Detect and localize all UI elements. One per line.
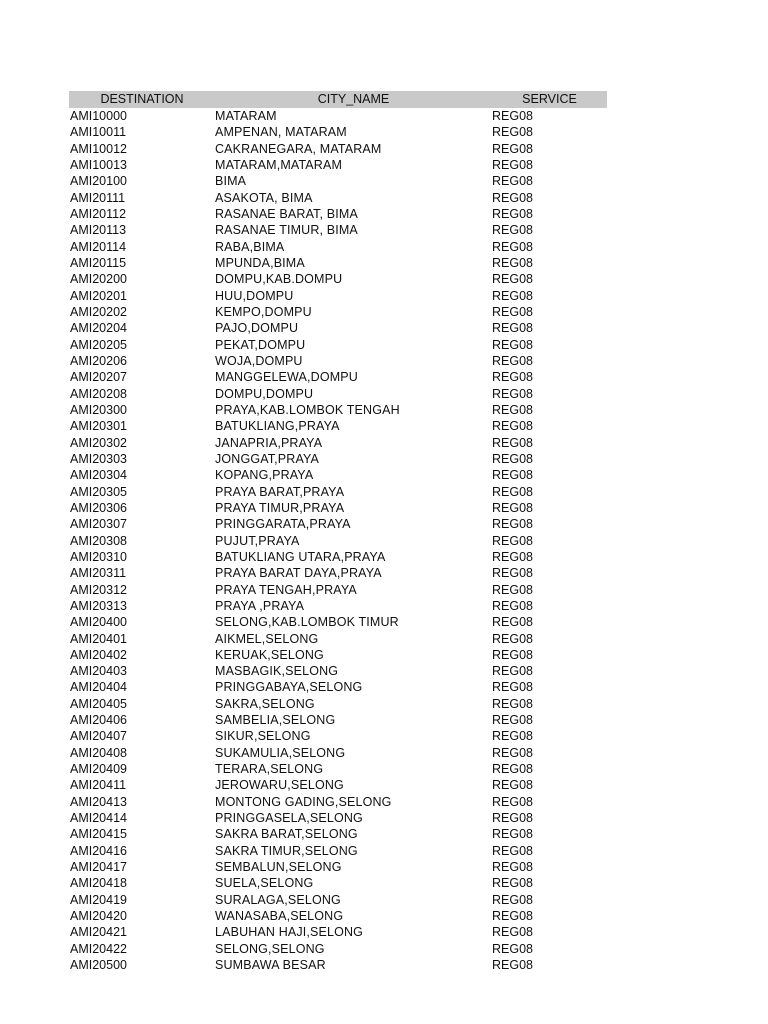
cell-service: REG08 <box>492 843 533 858</box>
header-city-name: CITY_NAME <box>317 92 390 106</box>
cell-destination: AMI20417 <box>70 860 127 875</box>
cell-service: REG08 <box>492 860 533 875</box>
cell-city-name: ASAKOTA, BIMA <box>215 190 313 205</box>
cell-service: REG08 <box>492 549 533 564</box>
cell-city-name: SIKUR,SELONG <box>215 729 311 744</box>
cell-city-name: JANAPRIA,PRAYA <box>215 435 323 450</box>
table-row <box>69 190 607 206</box>
cell-destination: AMI20409 <box>70 762 127 777</box>
cell-city-name: PAJO,DOMPU <box>215 321 299 336</box>
table-row <box>69 696 607 712</box>
cell-city-name: KOPANG,PRAYA <box>215 468 314 483</box>
cell-city-name: BATUKLIANG,PRAYA <box>215 419 340 434</box>
table-row <box>69 206 607 222</box>
cell-city-name: SUELA,SELONG <box>215 876 314 891</box>
cell-destination: AMI20422 <box>70 941 127 956</box>
cell-destination: AMI20208 <box>70 386 127 401</box>
destination-table <box>69 91 607 973</box>
table-row <box>69 353 607 369</box>
cell-city-name: CAKRANEGARA, MATARAM <box>215 141 382 156</box>
table-row <box>69 631 607 647</box>
table-row <box>69 679 607 695</box>
cell-service: REG08 <box>492 484 533 499</box>
table-row <box>69 467 607 483</box>
cell-service: REG08 <box>492 533 533 548</box>
table-row <box>69 745 607 761</box>
table-row <box>69 875 607 891</box>
table-row <box>69 549 607 565</box>
cell-destination: AMI20205 <box>70 337 127 352</box>
cell-service: REG08 <box>492 909 533 924</box>
cell-city-name: SUMBAWA BESAR <box>215 958 326 973</box>
table-row <box>69 484 607 500</box>
cell-destination: AMI20307 <box>70 517 127 532</box>
cell-city-name: PRAYA TIMUR,PRAYA <box>215 500 345 515</box>
table-row <box>69 728 607 744</box>
cell-service: REG08 <box>492 174 533 189</box>
table-row <box>69 908 607 924</box>
cell-city-name: MASBAGIK,SELONG <box>215 664 339 679</box>
cell-city-name: BATUKLIANG UTARA,PRAYA <box>215 549 386 564</box>
table-row <box>69 859 607 875</box>
cell-service: REG08 <box>492 402 533 417</box>
cell-service: REG08 <box>492 778 533 793</box>
cell-service: REG08 <box>492 811 533 826</box>
cell-city-name: SELONG,SELONG <box>215 941 325 956</box>
table-row <box>69 451 607 467</box>
cell-destination: AMI20201 <box>70 288 127 303</box>
cell-destination: AMI10012 <box>70 141 127 156</box>
cell-city-name: SAKRA TIMUR,SELONG <box>215 843 358 858</box>
cell-service: REG08 <box>492 500 533 515</box>
table-header <box>69 91 607 108</box>
cell-city-name: MATARAM,MATARAM <box>215 157 343 172</box>
cell-city-name: PRAYA,KAB.LOMBOK TENGAH <box>215 402 400 417</box>
cell-destination: AMI10011 <box>70 125 127 140</box>
cell-service: REG08 <box>492 745 533 760</box>
cell-service: REG08 <box>492 664 533 679</box>
table-row <box>69 533 607 549</box>
table-row <box>69 124 607 140</box>
cell-service: REG08 <box>492 288 533 303</box>
cell-service: REG08 <box>492 435 533 450</box>
table-row <box>69 810 607 826</box>
cell-destination: AMI20301 <box>70 419 127 434</box>
cell-destination: AMI20500 <box>70 958 127 973</box>
cell-service: REG08 <box>492 157 533 172</box>
cell-city-name: MONTONG GADING,SELONG <box>215 794 392 809</box>
table-row <box>69 108 607 124</box>
cell-destination: AMI20305 <box>70 484 127 499</box>
cell-city-name: KEMPO,DOMPU <box>215 304 312 319</box>
cell-destination: AMI20407 <box>70 729 127 744</box>
cell-city-name: SUKAMULIA,SELONG <box>215 745 346 760</box>
table-row <box>69 598 607 614</box>
table-row <box>69 369 607 385</box>
cell-service: REG08 <box>492 272 533 287</box>
cell-city-name: SAKRA BARAT,SELONG <box>215 827 358 842</box>
table-row <box>69 794 607 810</box>
table-row <box>69 957 607 973</box>
table-row <box>69 924 607 940</box>
cell-city-name: SURALAGA,SELONG <box>215 892 341 907</box>
table-row <box>69 565 607 581</box>
table-row <box>69 337 607 353</box>
cell-destination: AMI20113 <box>70 223 127 238</box>
cell-destination: AMI20310 <box>70 549 127 564</box>
cell-destination: AMI20406 <box>70 713 127 728</box>
cell-city-name: PRAYA BARAT,PRAYA <box>215 484 345 499</box>
table-row <box>69 516 607 532</box>
cell-service: REG08 <box>492 713 533 728</box>
cell-service: REG08 <box>492 353 533 368</box>
table-row <box>69 386 607 402</box>
cell-service: REG08 <box>492 876 533 891</box>
table-row <box>69 614 607 630</box>
cell-city-name: PUJUT,PRAYA <box>215 533 300 548</box>
cell-destination: AMI20100 <box>70 174 127 189</box>
cell-service: REG08 <box>492 190 533 205</box>
cell-city-name: SEMBALUN,SELONG <box>215 860 342 875</box>
cell-city-name: PRINGGARATA,PRAYA <box>215 517 351 532</box>
cell-destination: AMI20204 <box>70 321 127 336</box>
cell-service: REG08 <box>492 109 533 123</box>
cell-service: REG08 <box>492 141 533 156</box>
cell-destination: AMI20115 <box>70 255 127 270</box>
table-row <box>69 892 607 908</box>
header-destination: DESTINATION <box>100 92 184 106</box>
cell-destination: AMI20403 <box>70 664 127 679</box>
table-row <box>69 222 607 238</box>
cell-destination: AMI20420 <box>70 909 127 924</box>
cell-service: REG08 <box>492 696 533 711</box>
cell-service: REG08 <box>492 598 533 613</box>
cell-destination: AMI20313 <box>70 598 127 613</box>
table-row <box>69 761 607 777</box>
table-row <box>69 777 607 793</box>
table-body <box>69 108 607 973</box>
cell-destination: AMI20207 <box>70 370 127 385</box>
table-row <box>69 712 607 728</box>
cell-service: REG08 <box>492 239 533 254</box>
cell-destination: AMI20413 <box>70 794 127 809</box>
cell-service: REG08 <box>492 827 533 842</box>
cell-service: REG08 <box>492 958 533 973</box>
cell-service: REG08 <box>492 386 533 401</box>
cell-service: REG08 <box>492 223 533 238</box>
table-row <box>69 582 607 598</box>
cell-service: REG08 <box>492 631 533 646</box>
cell-service: REG08 <box>492 304 533 319</box>
cell-service: REG08 <box>492 255 533 270</box>
cell-destination: AMI20306 <box>70 500 127 515</box>
table-row <box>69 500 607 516</box>
cell-service: REG08 <box>492 941 533 956</box>
table-row <box>69 647 607 663</box>
cell-destination: AMI20302 <box>70 435 127 450</box>
cell-service: REG08 <box>492 370 533 385</box>
table-row <box>69 402 607 418</box>
cell-destination: AMI20416 <box>70 843 127 858</box>
cell-service: REG08 <box>492 206 533 221</box>
cell-service: REG08 <box>492 451 533 466</box>
cell-destination: AMI20112 <box>70 206 127 221</box>
cell-service: REG08 <box>492 337 533 352</box>
cell-service: REG08 <box>492 582 533 597</box>
cell-service: REG08 <box>492 615 533 630</box>
cell-service: REG08 <box>492 762 533 777</box>
cell-service: REG08 <box>492 892 533 907</box>
cell-destination: AMI20303 <box>70 451 127 466</box>
cell-city-name: PRAYA BARAT DAYA,PRAYA <box>215 566 382 581</box>
cell-city-name: RASANAE TIMUR, BIMA <box>215 223 358 238</box>
table-row <box>69 239 607 255</box>
cell-city-name: SAKRA,SELONG <box>215 696 315 711</box>
cell-destination: AMI20401 <box>70 631 127 646</box>
cell-service: REG08 <box>492 517 533 532</box>
table-row <box>69 941 607 957</box>
cell-city-name: MATARAM <box>215 109 277 123</box>
cell-service: REG08 <box>492 125 533 140</box>
cell-city-name: MPUNDA,BIMA <box>215 255 305 270</box>
cell-destination: AMI20202 <box>70 304 127 319</box>
cell-city-name: LABUHAN HAJI,SELONG <box>215 925 364 940</box>
cell-destination: AMI20402 <box>70 647 127 662</box>
cell-destination: AMI20312 <box>70 582 127 597</box>
cell-service: REG08 <box>492 419 533 434</box>
cell-city-name: SAMBELIA,SELONG <box>215 713 336 728</box>
table-row <box>69 826 607 842</box>
cell-destination: AMI20411 <box>70 778 127 793</box>
cell-city-name: MANGGELEWA,DOMPU <box>215 370 358 385</box>
table-row <box>69 663 607 679</box>
cell-destination: AMI20418 <box>70 876 127 891</box>
cell-destination: AMI20111 <box>70 190 126 205</box>
cell-city-name: PEKAT,DOMPU <box>215 337 306 352</box>
cell-city-name: DOMPU,KAB.DOMPU <box>215 272 343 287</box>
cell-destination: AMI20415 <box>70 827 127 842</box>
cell-city-name: SELONG,KAB.LOMBOK TIMUR <box>215 615 399 630</box>
table-row <box>69 418 607 434</box>
cell-destination: AMI10000 <box>70 109 127 123</box>
cell-service: REG08 <box>492 321 533 336</box>
cell-destination: AMI20311 <box>70 566 127 581</box>
cell-city-name: KERUAK,SELONG <box>215 647 324 662</box>
cell-destination: AMI20408 <box>70 745 127 760</box>
cell-city-name: RABA,BIMA <box>215 239 285 254</box>
cell-city-name: JEROWARU,SELONG <box>215 778 344 793</box>
cell-destination: AMI20114 <box>70 239 127 254</box>
cell-destination: AMI20405 <box>70 696 127 711</box>
cell-destination: AMI20206 <box>70 353 127 368</box>
cell-destination: AMI20419 <box>70 892 127 907</box>
cell-destination: AMI20200 <box>70 272 127 287</box>
table-row <box>69 173 607 189</box>
cell-city-name: TERARA,SELONG <box>215 762 324 777</box>
cell-city-name: WOJA,DOMPU <box>215 353 303 368</box>
cell-service: REG08 <box>492 794 533 809</box>
cell-service: REG08 <box>492 468 533 483</box>
cell-city-name: HUU,DOMPU <box>215 288 294 303</box>
cell-destination: AMI20300 <box>70 402 127 417</box>
cell-destination: AMI20404 <box>70 680 127 695</box>
cell-city-name: AIKMEL,SELONG <box>215 631 319 646</box>
table-row <box>69 304 607 320</box>
cell-destination: AMI20400 <box>70 615 127 630</box>
header-service: SERVICE <box>522 92 577 106</box>
cell-city-name: RASANAE BARAT, BIMA <box>215 206 358 221</box>
cell-destination: AMI20304 <box>70 468 127 483</box>
table-row <box>69 157 607 173</box>
cell-destination: AMI10013 <box>70 157 127 172</box>
table-row <box>69 255 607 271</box>
table-row <box>69 141 607 157</box>
cell-city-name: DOMPU,DOMPU <box>215 386 314 401</box>
cell-service: REG08 <box>492 680 533 695</box>
cell-destination: AMI20308 <box>70 533 127 548</box>
table-row <box>69 320 607 336</box>
cell-city-name: PRINGGASELA,SELONG <box>215 811 363 826</box>
cell-destination: AMI20414 <box>70 811 127 826</box>
cell-city-name: AMPENAN, MATARAM <box>215 125 347 140</box>
table-row <box>69 435 607 451</box>
cell-destination: AMI20421 <box>70 925 127 940</box>
table-row <box>69 288 607 304</box>
cell-city-name: PRAYA ,PRAYA <box>215 598 305 613</box>
cell-city-name: BIMA <box>215 174 247 189</box>
cell-service: REG08 <box>492 647 533 662</box>
cell-city-name: WANASABA,SELONG <box>215 909 344 924</box>
table-row <box>69 271 607 287</box>
table-row <box>69 843 607 859</box>
cell-service: REG08 <box>492 925 533 940</box>
cell-service: REG08 <box>492 729 533 744</box>
cell-city-name: PRAYA TENGAH,PRAYA <box>215 582 357 597</box>
cell-service: REG08 <box>492 566 533 581</box>
cell-city-name: PRINGGABAYA,SELONG <box>215 680 363 695</box>
cell-city-name: JONGGAT,PRAYA <box>215 451 320 466</box>
